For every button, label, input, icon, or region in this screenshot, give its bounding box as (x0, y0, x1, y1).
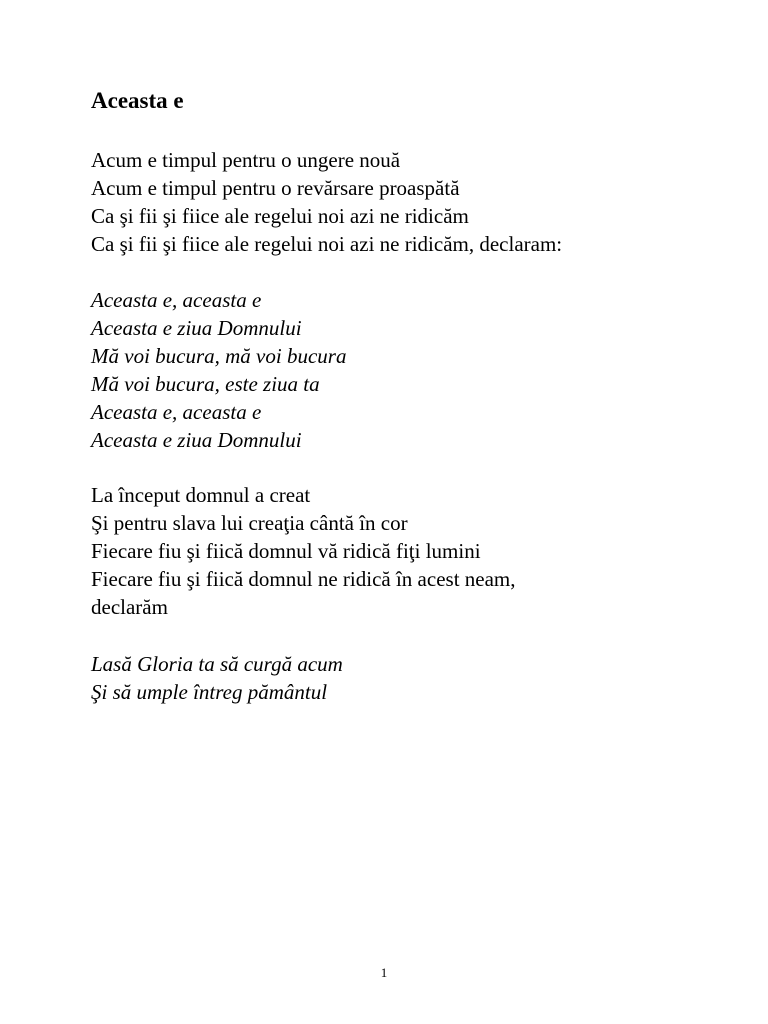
bridge-line: Şi să umple întreg pământul (91, 680, 328, 704)
song-title: Aceasta e (91, 88, 184, 113)
verse-1-line: Ca şi fii şi fiice ale regelui noi azi ne ridicăm, declaram: (91, 232, 563, 256)
verse-1 (91, 146, 562, 258)
verse-2-line: Fiecare fiu şi fiică domnul vă ridică fiţi lumini (91, 539, 481, 563)
chorus-line: Mă voi bucura, este ziua ta (91, 372, 320, 396)
verse-2-line: Şi pentru slava lui creaţia cântă în cor (91, 511, 408, 535)
verse-2-line: Fiecare fiu şi fiică domnul ne ridică în acest neam, (91, 567, 516, 591)
chorus-line: Aceasta e, aceasta e (91, 400, 262, 424)
verse-1-line: Acum e timpul pentru o revărsare proaspătă (91, 176, 460, 200)
verse-2-line: declarăm (91, 595, 168, 619)
verse-1-line: Ca şi fii şi fiice ale regelui noi azi ne ridicăm (91, 204, 469, 228)
chorus-line: Aceasta e ziua Domnului (91, 316, 302, 340)
page-number: 1 (380, 965, 388, 980)
chorus-line: Aceasta e ziua Domnului (91, 428, 302, 452)
verse-2 (91, 481, 516, 621)
chorus-line: Mă voi bucura, mă voi bucura (91, 344, 347, 368)
bridge (91, 650, 343, 706)
verse-2-line: La început domnul a creat (91, 483, 311, 507)
bridge-line: Lasă Gloria ta să curgă acum (91, 652, 343, 676)
chorus (91, 286, 346, 454)
verse-1-line: Acum e timpul pentru o ungere nouă (91, 148, 401, 172)
chorus-line: Aceasta e, aceasta e (91, 288, 262, 312)
